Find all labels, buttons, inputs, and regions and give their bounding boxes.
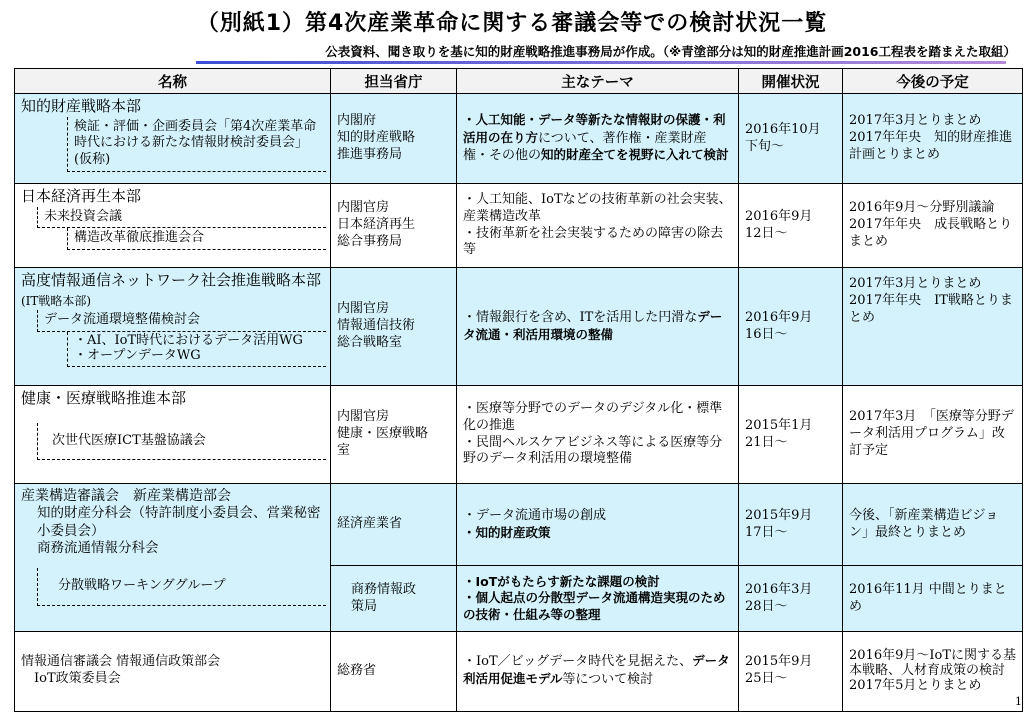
schedule-text: 2016年9月～IoTに関する基本戦略、人材育成策の検討 2017年5月とりまとめ — [849, 647, 1016, 693]
sub-committee: 商務流通情報分科会 — [37, 540, 159, 557]
table-row — [15, 184, 1023, 268]
sub-committee: 未来投資会議 — [37, 207, 326, 229]
col-header-ministry: 担当省庁 — [331, 69, 457, 94]
org-name: 産業構造審議会 新産業構造部会 — [21, 488, 231, 504]
theme-cell: ・人工知能、IoTなどの技術革新の社会実装、産業構造改革 ・技術革新を社会実装するための障害の除去等 — [457, 184, 739, 268]
org-cell — [15, 484, 331, 632]
theme-cell — [457, 484, 739, 566]
schedule-cell: 2016年9月～分野別議論 2017年年央 成長戦略とりまとめ — [843, 184, 1023, 268]
schedule-cell: 2017年3月 「医療等分野データ利活用プログラム」改訂予定 — [843, 386, 1023, 484]
status-cell: 2016年3月 28日～ — [739, 566, 843, 632]
schedule-cell: 今後、「新産業構造ビジョン」最終とりまとめ — [843, 484, 1023, 566]
ministry-cell: 総務省 — [331, 632, 457, 712]
status-cell: 2015年1月 21日～ — [739, 386, 843, 484]
status-cell: 2015年9月 25日～ — [739, 632, 843, 712]
table-header-row — [15, 69, 1023, 94]
theme-bold: ・人工知能・データ等新たな情報財の保護・利活用の在り方 — [463, 111, 726, 145]
table-row — [15, 94, 1023, 184]
org-name-suffix: (IT戦略本部) — [21, 293, 92, 308]
org-name: 知的財産戦略本部 — [21, 97, 142, 115]
theme-text: 等について検討 — [562, 672, 654, 688]
theme-text: ・IoT／ビッグデータ時代を見据えた、 — [463, 654, 693, 670]
page-title: （別紙1）第4次産業革命に関する審議会等での検討状況一覧 — [196, 11, 828, 36]
theme-text: ・情報銀行を含め、ITを活用した円滑な — [463, 309, 698, 325]
col-header-schedule: 今後の予定 — [843, 69, 1023, 94]
theme-bold: データ流通・利活用環境の整備 — [463, 308, 723, 342]
sub-committee: 分散戦略ワーキンググループ — [37, 568, 326, 606]
theme-cell — [457, 268, 739, 386]
theme-cell — [457, 632, 739, 712]
status-cell: 2015年9月 17日～ — [739, 484, 843, 566]
org-cell — [15, 268, 331, 386]
table-row — [15, 386, 1023, 484]
org-name-text: 高度情報通信ネットワーク社会推進戦略本部 — [21, 271, 322, 289]
sub-committee: データ流通環境整備検討会 — [37, 310, 326, 332]
ministry-cell: 内閣官房 情報通信技術 総合戦略室 — [331, 268, 457, 386]
status-cell: 2016年9月 16日～ — [739, 268, 843, 386]
page-subtitle: 公表資料、聞き取りを基に知的財産戦略推進事務局が作成。（※青塗部分は知的財産推進計画2016工程表を踏まえた取組） — [325, 44, 1016, 59]
org-cell: 情報通信審議会 情報通信政策部会 IoT政策委員会 — [15, 632, 331, 712]
theme-text: について、著作権・産業財産権・その他の — [463, 130, 707, 164]
theme-cell: ・IoTがもたらす新たな課題の検討 ・個人起点の分散型データ流通構造実現のための技術・仕組み等の整理 — [457, 566, 739, 632]
sub-committee: 次世代医療ICT基盤協議会 — [37, 423, 326, 461]
ministry-cell: 内閣府 知的財産戦略 推進事務局 — [331, 94, 457, 184]
status-cell: 2016年9月 12日～ — [739, 184, 843, 268]
theme-bold: ・知的財産政策 — [463, 524, 551, 540]
theme-text: ・データ流通市場の創成 — [463, 507, 607, 523]
ministry-cell: 商務情報政 策局 — [331, 566, 457, 632]
table-row — [15, 484, 1023, 566]
org-name — [15, 268, 330, 310]
theme-bold: 知的財産全てを視野に入れて検討 — [541, 147, 729, 163]
sub-committee: 構造改革徹底推進会合 — [67, 228, 326, 250]
org-cell — [15, 94, 331, 184]
working-groups: ・AI、IoT時代におけるデータ活用WG ・オープンデータWG — [67, 332, 326, 367]
ministry-cell: 内閣官房 日本経済再生 総合事務局 — [331, 184, 457, 268]
schedule-cell — [843, 632, 1023, 712]
col-header-theme: 主なテーマ — [457, 69, 739, 94]
org-name: 健康・医療戦略推進本部 — [21, 389, 187, 407]
schedule-cell: 2017年3月とりまとめ 2017年年央 知的財産推進計画とりまとめ — [843, 94, 1023, 184]
table-row — [15, 632, 1023, 712]
status-table — [14, 68, 1023, 712]
status-cell: 2016年10月 下旬～ — [739, 94, 843, 184]
org-name: 日本経済再生本部 — [21, 187, 142, 205]
theme-cell: ・医療等分野でのデータのデジタル化・標準化の推進 ・民間ヘルスケアビジネス等による医療等分野のデータ利活用の環境整備 — [457, 386, 739, 484]
sub-committee: 知的財産分科会（特許制度小委員会、営業秘密小委員会） — [37, 505, 321, 539]
org-cell — [15, 184, 331, 268]
sub-committee: 検証・評価・企画委員会「第4次産業革命時代における新たな情報財検討委員会」(仮称) — [67, 117, 326, 173]
schedule-cell: 2017年3月とりまとめ 2017年年央 IT戦略とりまとめ — [843, 268, 1023, 386]
ministry-cell: 内閣官房 健康・医療戦略 室 — [331, 386, 457, 484]
accent-underline — [196, 61, 1006, 64]
col-header-name: 名称 — [15, 69, 331, 94]
org-cell — [15, 386, 331, 484]
schedule-cell: 2016年11月 中間とりまとめ — [843, 566, 1023, 632]
col-header-status: 開催状況 — [739, 69, 843, 94]
table-row — [15, 268, 1023, 386]
page-number: 1 — [1015, 695, 1022, 709]
ministry-cell: 経済産業省 — [331, 484, 457, 566]
theme-cell — [457, 94, 739, 184]
theme-bold: データ利活用促進モデル — [463, 653, 730, 687]
